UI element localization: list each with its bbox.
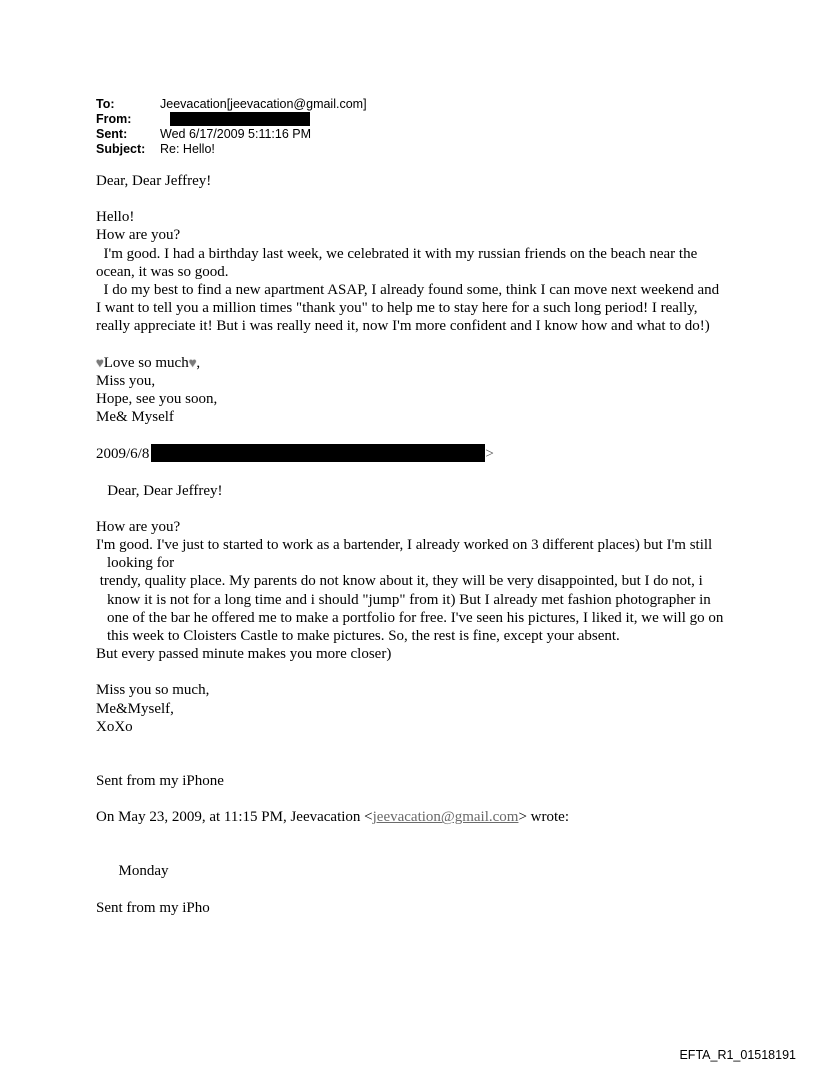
quoted-intro-after: > wrote: — [518, 809, 569, 826]
document-id: EFTA_R1_01518191 — [679, 1048, 796, 1062]
heart-icon: ♥ — [96, 354, 104, 370]
sent-value: Wed 6/17/2009 5:11:16 PM — [160, 127, 312, 141]
miss-you-line: Miss you, — [96, 372, 156, 389]
sent-from-iphone-truncated: Sent from my iPho — [96, 899, 210, 916]
quoted-greeting: Dear, Dear Jeffrey! — [96, 482, 223, 499]
quoted-closing-miss: Miss you so much, — [96, 682, 210, 699]
love-line — [96, 354, 726, 372]
subject-row — [96, 142, 367, 157]
subject-value: Re: Hello! — [160, 142, 215, 156]
sender-redaction — [151, 444, 485, 462]
quoted-how-are-you: How are you? — [96, 518, 181, 535]
quoted-date: 2009/6/8 — [96, 446, 150, 463]
quoted-paragraph-closer: But every passed minute makes you more closer) — [96, 646, 392, 663]
quoted-paragraph-photographer: trendy, quality place. My parents do not know about it, they will be very disappointed, but I do not, i know it is not for a long time and i should "jump" from it) But I already met fashion photographer in one of the bar he offered me to make a portfolio for free. I've seen his pictures, I liked it, we will go on this week to Cloisters Castle to make pictures. So, the rest is fine, except your absent. — [96, 573, 728, 645]
quoted-intro-before: On May 23, 2009, at 11:15 PM, Jeevacation < — [96, 809, 373, 826]
paragraph-birthday: I'm good. I had a birthday last week, we celebrated it with my russian friends on the beach near the ocean, it was so good. — [96, 245, 702, 280]
sent-from-iphone: Sent from my iPhone — [96, 773, 224, 790]
paragraph-apartment: I do my best to find a new apartment ASAP, I already found some, think I can move next weekend and I want to tell you a million times "thank you" to help me to stay here for a such long period! I really, really appreciate it! But i was really need it, now I'm more confident and I know how and what to do!) — [96, 282, 723, 335]
signature: Me& Myself — [96, 409, 174, 426]
from-row — [96, 112, 367, 127]
quoted-date-line — [96, 444, 726, 463]
to-row — [96, 97, 367, 112]
email-link[interactable]: jeevacation@gmail.com — [372, 809, 519, 826]
to-value: Jeevacation[jeevacation@gmail.com] — [160, 97, 367, 111]
heart-icon: ♥ — [188, 354, 197, 370]
love-text: Love so much — [103, 354, 189, 371]
monday-line: Monday — [96, 863, 169, 880]
hope-line: Hope, see you soon, — [96, 391, 218, 408]
from-redaction — [170, 112, 310, 126]
greeting: Dear, Dear Jeffrey! — [96, 173, 212, 189]
quoted-closing-xoxo: XoXo — [96, 718, 133, 735]
subject-label: Subject: — [96, 142, 146, 156]
quoted-closing-signature: Me&Myself, — [96, 700, 174, 717]
email-body — [96, 172, 726, 917]
quoted-close-bracket: > — [485, 446, 494, 463]
quoted-paragraph-bartender: I'm good. I've just to started to work as a bartender, I already worked on 3 different places) but I'm still looking for — [96, 537, 716, 572]
love-suffix: , — [196, 354, 201, 371]
hello-line: Hello! — [96, 209, 135, 226]
how-are-you-line: How are you? — [96, 227, 181, 244]
to-label: To: — [96, 97, 115, 111]
email-header — [96, 97, 367, 157]
sent-label: Sent: — [96, 127, 128, 141]
sent-row — [96, 127, 367, 142]
quoted-intro-line — [96, 808, 726, 826]
from-label: From: — [96, 112, 132, 126]
